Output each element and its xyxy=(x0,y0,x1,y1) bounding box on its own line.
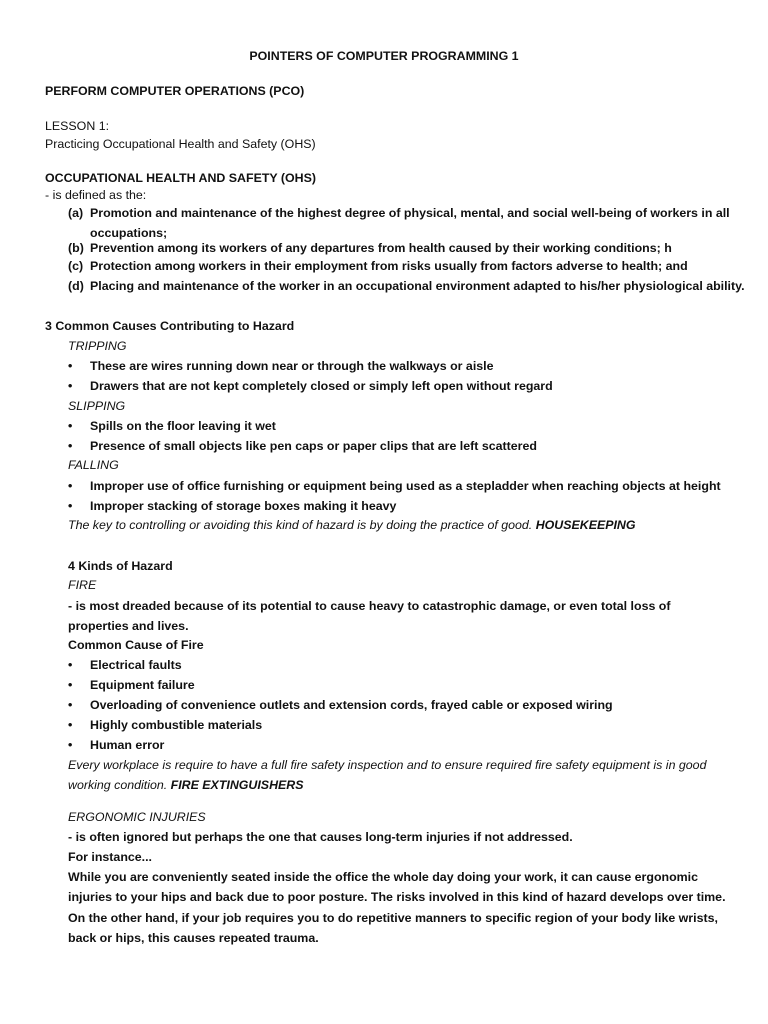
note-emphasis: FIRE EXTINGUISHERS xyxy=(170,777,304,792)
housekeeping-note xyxy=(68,516,636,536)
list-item-text: Improper stacking of storage boxes making it heavy xyxy=(90,499,397,513)
fire-safety-note xyxy=(68,756,728,796)
item-text: Prevention among its workers of any departures from health caused by their working conditions; h xyxy=(90,241,672,255)
item-marker: (c) xyxy=(68,259,84,273)
lesson-name: Practicing Occupational Health and Safety (OHS) xyxy=(45,137,316,151)
ergonomic-paragraph-2: On the other hand, if your job requires you to do repetitive manners to specific region of your body like wrists, back or hips, this causes repeated trauma. xyxy=(68,911,718,945)
list-item-text: Drawers that are not kept completely closed or simply left open without regard xyxy=(90,379,553,393)
note-text: Every workplace is require to have a full fire safety inspection and to ensure required fire safety equipment is in good working condition. xyxy=(68,758,707,792)
for-instance: For instance... xyxy=(68,850,152,864)
causes-heading: 3 Common Causes Contributing to Hazard xyxy=(45,319,295,333)
list-item-text: Human error xyxy=(90,738,165,752)
kinds-heading: 4 Kinds of Hazard xyxy=(68,559,173,573)
list-item-text: Spills on the floor leaving it wet xyxy=(90,419,276,433)
bullet-icon: • xyxy=(68,499,73,513)
bullet-icon: • xyxy=(68,658,73,672)
ohs-defined: - is defined as the: xyxy=(45,188,147,202)
falling-label: FALLING xyxy=(68,458,119,472)
page-title: POINTERS OF COMPUTER PROGRAMMING 1 xyxy=(249,49,519,63)
tripping-label: TRIPPING xyxy=(68,339,127,353)
fire-label: FIRE xyxy=(68,578,97,592)
ergonomic-label: ERGONOMIC INJURIES xyxy=(68,810,206,824)
ergonomic-description: - is often ignored but perhaps the one that causes long-term injuries if not addressed. xyxy=(68,830,573,844)
list-item-text: Presence of small objects like pen caps or paper clips that are left scattered xyxy=(90,439,537,453)
bullet-icon: • xyxy=(68,698,73,712)
item-marker: (a) xyxy=(68,206,84,220)
bullet-icon: • xyxy=(68,359,73,373)
list-item-text: Highly combustible materials xyxy=(90,718,263,732)
item-text: Placing and maintenance of the worker in an occupational environment adapted to his/her physiological ability. xyxy=(90,279,745,293)
bullet-icon: • xyxy=(68,479,73,493)
bullet-icon: • xyxy=(68,718,73,732)
ergonomic-paragraph-1: While you are conveniently seated inside the office the whole day doing your work, it can cause ergonomic injuries to your hips and back due to poor posture. The risks involved in this kind of hazard develops over time. xyxy=(68,870,726,904)
bullet-icon: • xyxy=(68,439,73,453)
bullet-icon: • xyxy=(68,419,73,433)
slipping-label: SLIPPING xyxy=(68,399,126,413)
fire-description: - is most dreaded because of its potential to cause heavy to catastrophic damage, or even total loss of properties and lives. xyxy=(68,599,671,633)
item-text: Protection among workers in their employment from risks usually from factors adverse to health; and xyxy=(90,259,688,273)
ohs-heading: OCCUPATIONAL HEALTH AND SAFETY (OHS) xyxy=(45,171,316,185)
pco-heading: PERFORM COMPUTER OPERATIONS (PCO) xyxy=(45,84,305,98)
bullet-icon: • xyxy=(68,678,73,692)
list-item-text: Improper use of office furnishing or equipment being used as a stepladder when reaching objects at height xyxy=(90,479,721,493)
bullet-icon: • xyxy=(68,379,73,393)
list-item-text: These are wires running down near or through the walkways or aisle xyxy=(90,359,494,373)
lesson-label: LESSON 1: xyxy=(45,119,110,133)
list-item-text: Equipment failure xyxy=(90,678,195,692)
item-marker: (d) xyxy=(68,279,84,293)
bullet-icon: • xyxy=(68,738,73,752)
list-item-text: Overloading of convenience outlets and extension cords, frayed cable or exposed wiring xyxy=(90,698,613,712)
item-text: Promotion and maintenance of the highest degree of physical, mental, and social well-being of workers in all occupations; xyxy=(90,206,730,240)
list-item-text: Electrical faults xyxy=(90,658,182,672)
note-emphasis: HOUSEKEEPING xyxy=(535,518,636,532)
note-text: The key to controlling or avoiding this kind of hazard is by doing the practice of good. xyxy=(68,518,536,532)
item-marker: (b) xyxy=(68,241,84,255)
fire-common-cause: Common Cause of Fire xyxy=(68,638,204,652)
